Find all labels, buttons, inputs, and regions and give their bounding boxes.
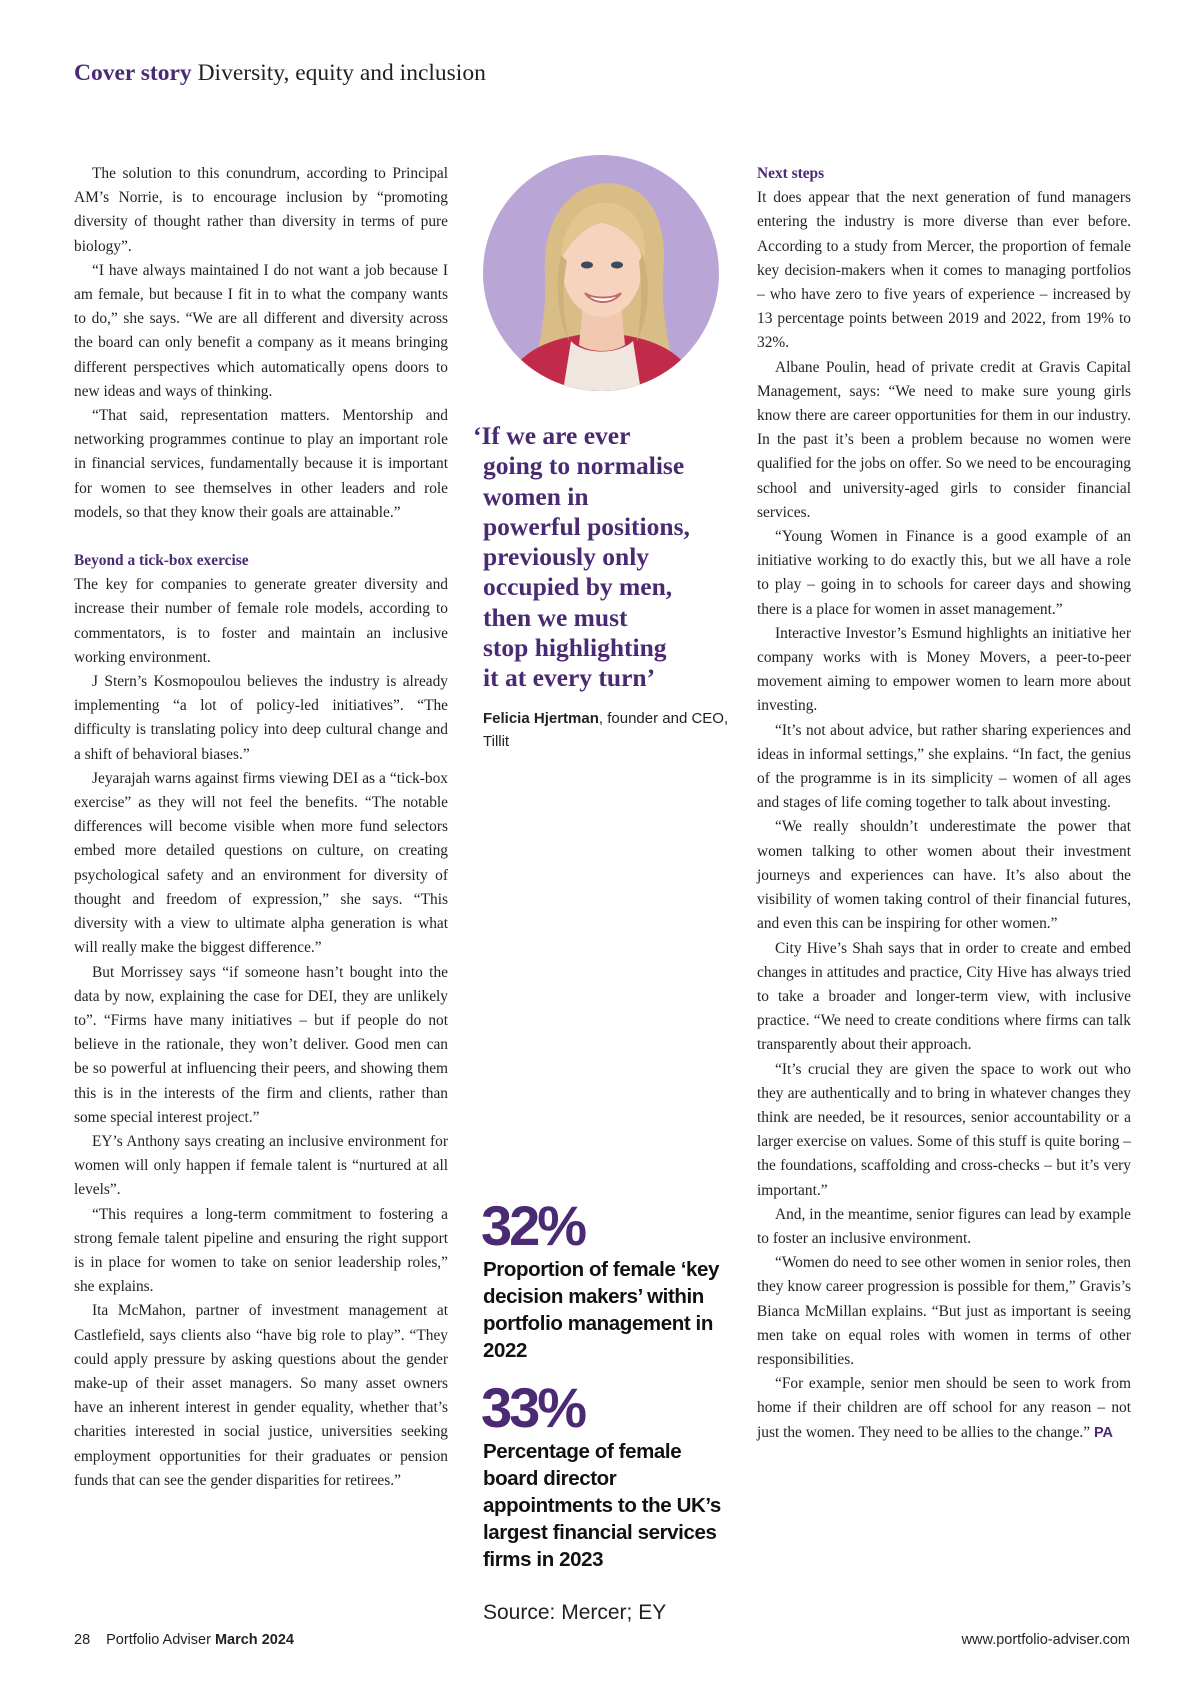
body-paragraph: Interactive Investor’s Esmund highlights an initiative her company works with is Money Movers, a peer-to-peer movement aiming to empower women to learn more about investing. xyxy=(757,624,1131,715)
body-paragraph: “It’s not about advice, but rather sharing experiences and ideas in informal settings,” she explains. “In fact, the genius of the programme is in its simplicity – women of all ages and stages of life coming together to talk about investing. xyxy=(757,721,1131,812)
body-paragraph: Jeyarajah warns against firms viewing DEI as a “tick-box exercise” as they will not feel the benefits. “The notable differences will become visible when more fund selectors embed more detailed questions on culture, on creating psychological safety and an environment for diversity of thought and freedom of expression,” she says. “This diversity with a view to ultimate alpha generation is what will really make the biggest difference.” xyxy=(74,769,448,957)
body-paragraph: The solution to this conundrum, according to Principal AM’s Norrie, is to encourage inclusion by “promoting diversity of thought rather than diversity in terms of pure biology”. xyxy=(74,165,448,255)
body-paragraph: “I have always maintained I do not want a job because I am female, but because I fit in to what the company wants to do,” she says. “We are all different and diversity across the board can only benefit a company as it means bringing different perspectives which automatically opens doors to new ideas and ways of thinking. xyxy=(74,261,448,400)
stat-value-1: 32% xyxy=(481,1194,585,1257)
source-note: Source: Mercer; EY xyxy=(483,1601,667,1624)
author-signoff: PA xyxy=(1093,1424,1114,1441)
attribution-name: Felicia Hjertman xyxy=(483,710,599,727)
footer-left xyxy=(74,1630,294,1650)
body-paragraph: Ita McMahon, partner of investment management at Castlefield, says clients also “have big role to play”. “They could apply pressure by asking questions about the gender make-up of their asset managers. So many asset owners have an inherent interest in gender equality, whether that’s charities interested in social justice, universities seeking employment opportunities for their graduates or pension funds that can see the gender disparities for retirees.” xyxy=(74,1302,448,1489)
pull-quote-line: going to normalise xyxy=(483,451,685,481)
portrait-illustration xyxy=(483,155,719,391)
issue-date: March 2024 xyxy=(214,1632,294,1648)
body-paragraph: “Young Women in Finance is a good example of an initiative working to do exactly this, but we all have a role to play – going in to schools for career days and showing there is a place for women in asset management.” xyxy=(757,528,1131,618)
closing-text: “For example, senior men should be seen to work from home if their children are off school for any reason – not just the women. They need to be allies to the change.” xyxy=(757,1375,1131,1441)
body-paragraph: The key for companies to generate greater diversity and increase their number of female role models, according to commentators, is to foster and maintain an inclusive working environment. xyxy=(74,576,448,666)
pull-quote-line: ‘If we are ever xyxy=(473,421,631,450)
pull-quote-line: stop highlighting xyxy=(483,633,667,663)
section-topic: Diversity, equity and inclusion xyxy=(197,60,486,86)
body-paragraph: “Women do need to see other women in senior roles, then they know career progression is possible for them,” Gravis’s Bianca McMillan explains. “But just as important is seeing men take on equal roles with women in terms of other responsibilities. xyxy=(757,1254,1131,1368)
stat-value-2: 33% xyxy=(481,1376,585,1439)
pull-quote xyxy=(473,421,735,694)
left-body xyxy=(74,573,448,1493)
section-header xyxy=(74,58,486,88)
body-paragraph: And, in the meantime, senior figures can lead by example to foster an inclusive environment. xyxy=(757,1205,1131,1247)
page-number: 28 xyxy=(74,1632,91,1648)
section-kicker: Cover story xyxy=(74,60,192,86)
right-closing-paragraph xyxy=(757,1372,1131,1445)
pull-quote-line: powerful positions, xyxy=(483,511,690,541)
body-paragraph: City Hive’s Shah says that in order to create and embed changes in attitudes and practice, City Hive has always tried to take a broader and longer-term view, with inclusive practice. “We need to create conditions where firms can talk transparently about their approach. xyxy=(757,939,1131,1054)
subhead-next-steps: Next steps xyxy=(757,165,825,182)
body-paragraph: “That said, representation matters. Mentorship and networking programmes continue to play an important role in financial services, fundamentally because it is important for women to see themselves in other leaders and role models, so that they know their goals are attainable.” xyxy=(74,407,448,521)
right-body xyxy=(757,186,1131,1372)
pull-quote-line: it at every turn’ xyxy=(483,663,656,693)
stat-label-2: Percentage of female board director appointments to the UK’s largest financial services firms in 2023 xyxy=(483,1440,721,1571)
subhead-beyond-tick-box: Beyond a tick-box exercise xyxy=(74,552,249,570)
right-column xyxy=(757,162,1131,1445)
pull-quote-line: women in xyxy=(483,481,589,511)
body-paragraph: “This requires a long-term commitment to fostering a strong female talent pipeline and ensuring the right support is in place for women to take on senior leadership roles,” she explains. xyxy=(74,1205,448,1296)
body-paragraph: But Morrissey says “if someone hasn’t bought into the data by now, explaining the case for DEI, they are unlikely to”. “Firms have many initiatives – but if people do not believe in the rationale, they won’t deliver. Good men can be so powerful at influencing their peers, and showing them this is in the interests of the firm and clients, rather than some special interest project.” xyxy=(74,963,448,1126)
quote-attribution xyxy=(483,707,733,753)
portrait-felicia-hjertman xyxy=(483,155,719,391)
pull-quote-line: occupied by men, xyxy=(483,572,673,602)
body-paragraph: Albane Poulin, head of private credit at Gravis Capital Management, says: “We need to make sure young girls know there are career opportunities for them in our industry. In the past it’s been a problem because no women were qualified for the jobs on offer. So we need to be encouraging school and university-aged girls to consider financial services. xyxy=(757,358,1131,521)
publication-name: Portfolio Adviser xyxy=(106,1632,211,1648)
body-paragraph: “It’s crucial they are given the space to work out who they are authentically and to bring in whatever changes they think are needed, be it resources, senior accountability or a larger exercise on values. Some of this stuff is quite boring – the foundations, scaffolding and cross-checks – but it’s very important.” xyxy=(757,1060,1131,1199)
body-paragraph: J Stern’s Kosmopoulou believes the industry is already implementing “a lot of policy-led initiatives”. “The difficulty is translating policy into deep cultural change and a shift of behavioral biases.” xyxy=(74,673,448,763)
website-url[interactable]: www.portfolio-adviser.com xyxy=(961,1632,1130,1648)
left-intro xyxy=(74,162,448,525)
body-paragraph: It does appear that the next generation of fund managers entering the industry is more diverse than ever before. According to a study from Mercer, the proportion of female key decision-makers when it comes to managing portfolios – who have zero to five years of experience – increased by 13 percentage points between 2019 and 2022, from 19% to 32%. xyxy=(757,189,1131,352)
pull-quote-line: previously only xyxy=(483,542,650,572)
body-paragraph: “We really shouldn’t underestimate the power that women talking to other women about their investment journeys and experiences can have. It’s also about the visibility of women taking control of their financial futures, and even this can be inspiring for other women.” xyxy=(757,818,1131,933)
left-column xyxy=(74,162,448,1493)
pull-quote-line: then we must xyxy=(483,602,628,632)
attribution-role: , founder and CEO, Tillit xyxy=(483,710,729,750)
stat-label-1: Proportion of female ‘key decision makers’ within portfolio management in 2022 xyxy=(483,1258,720,1362)
body-paragraph: EY’s Anthony says creating an inclusive environment for women will only happen if female talent is “nurtured at all levels”. xyxy=(74,1132,448,1199)
